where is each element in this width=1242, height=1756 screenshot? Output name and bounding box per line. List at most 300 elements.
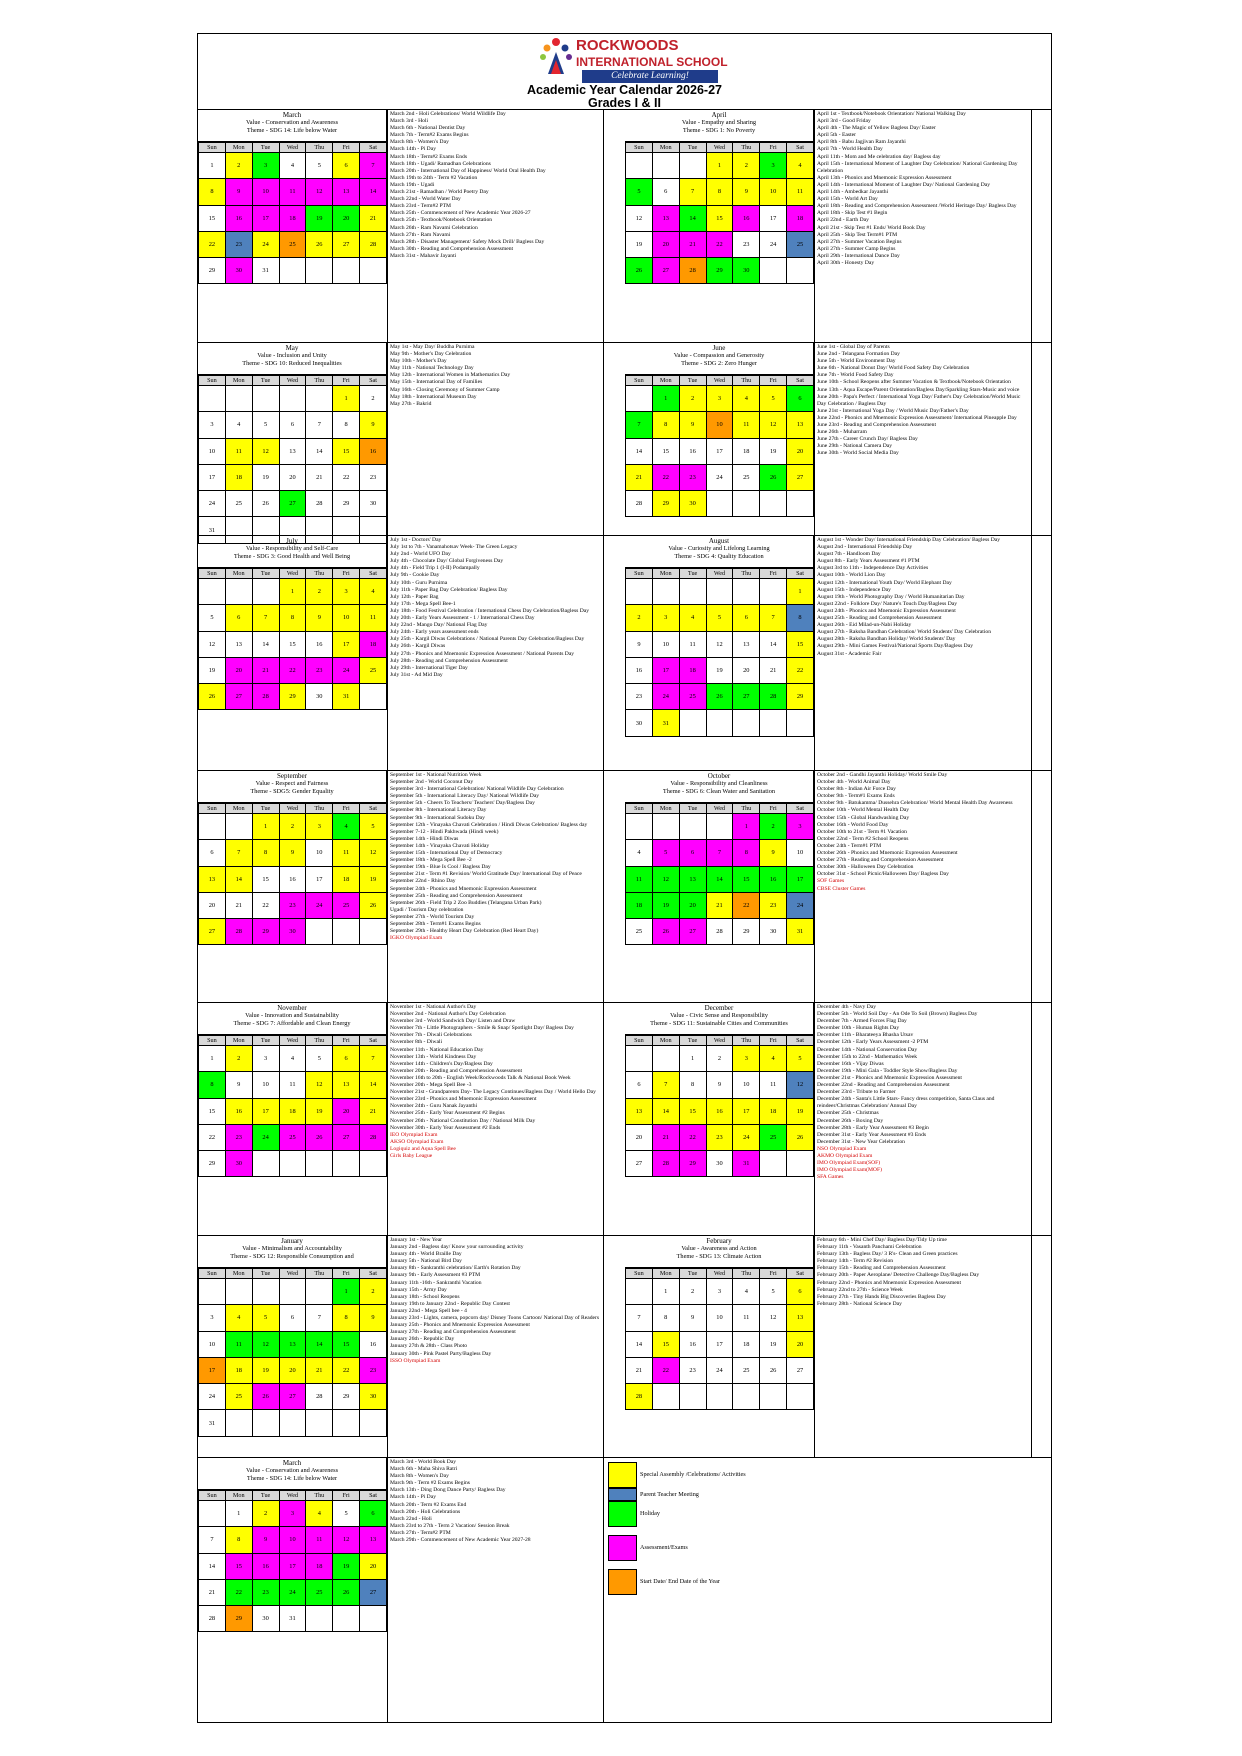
event-item: February 13th - Bagless Day/ 3 R's- Clean and Green practices: [817, 1251, 958, 1258]
day-cell: 5: [333, 1501, 360, 1527]
event-item: March 20th - International Day of Happiness/ World Oral Health Day: [390, 167, 546, 174]
day-cell: 21: [306, 1357, 333, 1383]
day-header-mon: Mon: [225, 376, 252, 386]
event-item: September 12th - Vinayaka Chavati Celebration / Hindi Diwas Celebration/ Bagless day: [390, 821, 588, 828]
day-cell: [679, 153, 706, 179]
event-item: January 30th - Pink Pastel Party/Bagless Day: [390, 1350, 492, 1357]
day-cell: 17: [252, 1098, 279, 1124]
day-cell: 28: [626, 491, 653, 517]
day-header-tue: Tue: [252, 1036, 279, 1046]
day-cell: 4: [306, 1501, 333, 1527]
week-row: [626, 814, 814, 840]
event-item: April 15th - World Art Day: [817, 196, 878, 203]
day-cell: 4: [279, 153, 306, 179]
event-item: March 19th - Ugadi: [390, 181, 435, 188]
day-cell: [679, 579, 706, 605]
day-cell: 26: [252, 1384, 279, 1410]
day-cell: 2: [360, 1279, 387, 1305]
event-item: July 4th - Field Trip 1 (I-II) Podampally: [390, 565, 480, 572]
day-cell: 28: [360, 1124, 387, 1150]
event-item: April 13th - Phonics and Mnemonic Expression Assessment: [817, 174, 952, 181]
event-item: June 1st - Global Day of Parents: [817, 344, 890, 350]
event-item: January 15th - Army Day: [390, 1286, 447, 1293]
week-row: [199, 919, 387, 945]
column-divider: [603, 1003, 604, 1236]
day-cell: [333, 1606, 360, 1632]
event-item: April 27th - Summer Camp Begins: [817, 245, 896, 252]
column-divider: [603, 343, 604, 536]
month-theme: Theme - SDG 12: Responsible Consumption and: [230, 1253, 354, 1260]
month-value: Value - Civic Sense and Responsibility: [669, 1012, 769, 1019]
day-cell: 25: [225, 1384, 252, 1410]
event-item: December 7th - Armed Forces Flag Day: [817, 1018, 907, 1025]
day-header-sun: Sun: [199, 804, 226, 814]
calendar-sheet: [197, 33, 1052, 1723]
day-cell: 8: [225, 1527, 252, 1553]
month-header: [198, 110, 387, 142]
day-cell: 2: [225, 1046, 252, 1072]
day-cell: 17: [252, 205, 279, 231]
day-cell: 6: [333, 1046, 360, 1072]
day-cell: 19: [360, 866, 387, 892]
day-cell: 24: [252, 231, 279, 257]
day-cell: 10: [199, 438, 226, 464]
event-item: October 10th to 21st - Term #1 Vacation: [817, 828, 907, 835]
day-cell: [760, 258, 787, 284]
day-cell: [306, 1606, 333, 1632]
event-item: June 20th - Papa's Perfect / International Yoga Day/ Father's Day Celebration/World Music Day Celebration / Bagless Day: [817, 393, 1021, 407]
day-header-row: [199, 376, 387, 386]
day-header-wed: Wed: [279, 376, 306, 386]
day-cell: 1: [199, 1046, 226, 1072]
event-item: January 1st - New Year: [390, 1237, 443, 1243]
olympiad-item: CBSE Cluster Games: [817, 885, 866, 892]
day-header-fri: Fri: [333, 569, 360, 579]
week-row: [626, 605, 814, 631]
day-header-mon: Mon: [225, 1269, 252, 1279]
column-divider: [387, 110, 388, 343]
day-cell: 23: [679, 1357, 706, 1383]
day-cell: 26: [199, 684, 226, 710]
day-cell: 20: [679, 892, 706, 918]
day-cell: 21: [652, 1124, 679, 1150]
day-cell: 16: [306, 631, 333, 657]
day-cell: [252, 1410, 279, 1436]
day-cell: [252, 1279, 279, 1305]
day-cell: 4: [760, 1046, 787, 1072]
legend-item: [608, 1535, 998, 1561]
day-cell: 31: [733, 1151, 760, 1177]
column-divider: [814, 536, 815, 771]
month-value: Value - Inclusion and Unity: [257, 352, 327, 359]
day-cell: 9: [360, 412, 387, 438]
day-header-sat: Sat: [787, 143, 814, 153]
month-header: [625, 343, 814, 375]
day-cell: 30: [626, 710, 653, 736]
event-item: April 14th - Ambedkar Jayanthi: [817, 189, 889, 196]
event-item: October 24th - Term#1 PTM: [817, 842, 882, 849]
day-cell: [733, 491, 760, 517]
day-cell: 19: [333, 1553, 360, 1579]
day-cell: 11: [225, 1331, 252, 1357]
week-row: [199, 1279, 387, 1305]
week-row: [626, 657, 814, 683]
day-cell: [787, 710, 814, 736]
event-item: March 18th - Term#2 Exams Ends: [390, 153, 468, 160]
day-cell: 22: [279, 657, 306, 683]
week-row: [199, 1384, 387, 1410]
month-panel-february: [625, 1236, 980, 1410]
event-item: September 5th - Cheers To Teachers/ Teachers' Day/Bagless Day: [390, 800, 535, 807]
event-item: June 10th - School Reopens after Summer Vacation & Textbook/Notebook Orientation: [817, 379, 1011, 386]
day-cell: 31: [279, 1606, 306, 1632]
day-cell: 27: [652, 258, 679, 284]
event-item: March 6th - Maha Shiva Ratri: [390, 1466, 458, 1473]
day-header-row: [199, 1491, 387, 1501]
day-cell: 24: [333, 657, 360, 683]
event-item: March 20th - Term #2 Exams End: [390, 1501, 467, 1508]
event-item: June 13th - Aqua Escape/Parent Orientation/Bagless Day/Sparkling Stars-Music and voice: [817, 386, 1020, 393]
week-row: [626, 1046, 814, 1072]
day-cell: 5: [706, 605, 733, 631]
event-item: October 8th - Indian Air Force Day: [817, 786, 896, 793]
calendar-title: Academic Year Calendar 2026-27: [526, 83, 723, 97]
day-header-wed: Wed: [706, 569, 733, 579]
day-cell: 14: [652, 1098, 679, 1124]
day-cell: 3: [252, 1046, 279, 1072]
day-cell: 20: [787, 438, 814, 464]
legend-item: [608, 1569, 998, 1595]
event-item: November 13th - World Kindness Day: [390, 1053, 477, 1060]
event-item: March 26th - Ram Navami Celebration: [390, 224, 478, 231]
day-cell: 17: [760, 205, 787, 231]
month-theme: Theme - SDG 7: Affordable and Clean Energy: [233, 1020, 351, 1027]
day-cell: 21: [760, 657, 787, 683]
day-cell: 18: [733, 438, 760, 464]
day-cell: 22: [787, 657, 814, 683]
day-cell: 10: [199, 1331, 226, 1357]
column-divider: [1031, 771, 1032, 1003]
day-cell: 14: [360, 1072, 387, 1098]
event-item: Ugadi / Tourism Day celebration: [390, 906, 464, 913]
day-cell: 3: [652, 605, 679, 631]
event-item: February 15th - Reading and Comprehension Assessment: [817, 1265, 946, 1272]
day-cell: 30: [360, 491, 387, 517]
day-cell: 28: [306, 1384, 333, 1410]
day-cell: 6: [333, 153, 360, 179]
day-header-sat: Sat: [787, 376, 814, 386]
day-cell: 24: [252, 1124, 279, 1150]
day-cell: 2: [679, 386, 706, 412]
week-row: [626, 258, 814, 284]
week-row: [626, 386, 814, 412]
event-item: May 18th - International Museum Day: [390, 393, 477, 400]
event-item: March 20th - Holi Celebrations: [390, 1508, 461, 1515]
day-cell: 15: [333, 438, 360, 464]
event-item: September 22nd - Rhino Day: [390, 878, 456, 885]
week-row: [626, 179, 814, 205]
day-cell: 24: [652, 684, 679, 710]
week-row: [199, 684, 387, 710]
day-cell: 18: [733, 1331, 760, 1357]
day-cell: 13: [652, 205, 679, 231]
day-header-sun: Sun: [199, 376, 226, 386]
day-cell: 11: [279, 1072, 306, 1098]
day-cell: 9: [760, 840, 787, 866]
day-cell: 15: [199, 205, 226, 231]
week-row: [199, 231, 387, 257]
day-cell: 11: [733, 412, 760, 438]
day-cell: 22: [652, 1357, 679, 1383]
day-header-wed: Wed: [706, 143, 733, 153]
event-item: June 29th - National Camera Day: [817, 443, 893, 450]
month-header: [198, 1003, 387, 1035]
week-row: [626, 919, 814, 945]
day-cell: 5: [306, 153, 333, 179]
day-cell: 10: [652, 631, 679, 657]
day-cell: 13: [733, 631, 760, 657]
day-header-sun: Sun: [626, 1036, 653, 1046]
event-item: September 3rd - International Celebration/ National Wildlife Day Celebration: [390, 786, 564, 793]
event-item: November 23rd - Phonics and Mnemonic Expression Assessment: [390, 1096, 537, 1103]
week-row: [199, 412, 387, 438]
day-cell: 16: [360, 1331, 387, 1357]
month-grid: [198, 1268, 387, 1437]
day-header-sat: Sat: [360, 1491, 387, 1501]
column-divider: [387, 1003, 388, 1236]
event-item: March 25th - Commencement of New Academic Year 2026-27: [390, 210, 531, 217]
event-item: December 23rd - Tribute to Farmer: [817, 1089, 896, 1096]
event-item: October 27th - Reading and Comprehension Assessment: [817, 857, 944, 864]
event-item: July 28th - Reading and Comprehension Assessment: [390, 657, 508, 664]
day-cell: 22: [652, 464, 679, 490]
event-item: August 31st - Academic Fair: [817, 650, 882, 657]
day-cell: [626, 153, 653, 179]
olympiad-item: AKMO Olympiad Exam: [817, 1152, 873, 1159]
month-header: [625, 1236, 814, 1268]
event-item: December 15th to 22nd - Mathematics Week: [817, 1053, 918, 1060]
day-cell: 16: [225, 1098, 252, 1124]
event-item: February 20th - Paper Aeroplane/ Detective Challenge Day/Bagless Day: [817, 1272, 980, 1279]
day-cell: 13: [199, 866, 226, 892]
day-cell: 10: [706, 412, 733, 438]
day-header-tue: Tue: [679, 569, 706, 579]
day-cell: 23: [306, 657, 333, 683]
day-cell: 23: [733, 231, 760, 257]
event-item: April 21st - Skip Test #1 Ends/ World Book Day: [817, 224, 926, 231]
day-cell: 25: [733, 464, 760, 490]
month-panel-march: [198, 1458, 531, 1632]
week-row: [199, 1579, 387, 1605]
day-cell: [760, 491, 787, 517]
day-cell: 16: [626, 657, 653, 683]
day-header-sun: Sun: [199, 1269, 226, 1279]
event-item: March 3rd - Holi: [390, 118, 429, 125]
day-header-tue: Tue: [679, 804, 706, 814]
legend-swatch: [608, 1569, 637, 1595]
week-row: [199, 1331, 387, 1357]
week-row: [199, 464, 387, 490]
day-cell: 20: [279, 464, 306, 490]
day-cell: 27: [787, 464, 814, 490]
month-header: [625, 110, 814, 142]
day-cell: 10: [333, 605, 360, 631]
day-cell: 14: [306, 438, 333, 464]
day-cell: 28: [360, 231, 387, 257]
day-cell: 29: [733, 919, 760, 945]
week-row: [626, 1098, 814, 1124]
event-item: May 11th - National Technology Day: [390, 365, 474, 372]
day-cell: 23: [279, 892, 306, 918]
event-item: July 1st - Doctors' Day: [390, 537, 442, 543]
day-cell: 22: [333, 464, 360, 490]
event-item: March 6th - National Dentist Day: [390, 125, 466, 132]
month-value: Value - Curiosity and Lifelong Learning: [668, 545, 770, 552]
day-cell: 5: [360, 814, 387, 840]
event-item: March 30th - Reading and Comprehension Assessment: [390, 245, 514, 252]
day-header-row: [199, 143, 387, 153]
day-cell: 3: [787, 814, 814, 840]
week-row: [199, 1553, 387, 1579]
day-cell: 12: [626, 205, 653, 231]
day-cell: 27: [333, 231, 360, 257]
day-cell: 12: [760, 1305, 787, 1331]
week-row: [626, 866, 814, 892]
event-list: [815, 1236, 1031, 1458]
day-cell: [679, 1384, 706, 1410]
event-item: September 18th - Mega Spell Bee -2: [390, 857, 472, 864]
day-cell: 3: [333, 579, 360, 605]
day-header-row: [199, 1036, 387, 1046]
month-grid: [198, 568, 387, 710]
column-divider: [387, 1236, 388, 1458]
day-header-wed: Wed: [706, 1269, 733, 1279]
month-header: [198, 343, 387, 375]
day-cell: 24: [706, 1357, 733, 1383]
day-cell: 17: [199, 464, 226, 490]
week-row: [199, 1046, 387, 1072]
event-item: January 5th - National Bird Day: [390, 1258, 462, 1265]
event-item: November 20th - Mega Spell Bee -3: [390, 1082, 472, 1089]
day-cell: 30: [252, 1606, 279, 1632]
day-cell: 25: [333, 892, 360, 918]
day-header-fri: Fri: [760, 143, 787, 153]
day-cell: 19: [252, 464, 279, 490]
day-cell: 31: [252, 258, 279, 284]
month-theme: Theme - SDG 11: Sustainable Cities and Communities: [650, 1020, 788, 1027]
day-cell: 1: [787, 579, 814, 605]
day-cell: 9: [679, 412, 706, 438]
day-cell: 29: [679, 1151, 706, 1177]
day-cell: 11: [360, 605, 387, 631]
day-header-wed: Wed: [279, 569, 306, 579]
month-block-row: [198, 771, 1051, 1003]
day-cell: 11: [225, 438, 252, 464]
day-cell: [306, 258, 333, 284]
day-cell: 23: [252, 1579, 279, 1605]
day-header-mon: Mon: [225, 804, 252, 814]
column-divider: [814, 771, 815, 1003]
event-list: [388, 1003, 604, 1236]
event-item: February 22nd to 27th - Science Week: [817, 1286, 903, 1293]
legend-label: Special Assembly /Celebrations/ Activities: [640, 1471, 746, 1478]
day-cell: 25: [679, 684, 706, 710]
day-cell: [333, 1410, 360, 1436]
week-row: [626, 1331, 814, 1357]
day-header-tue: Tue: [679, 1036, 706, 1046]
day-cell: 20: [279, 1357, 306, 1383]
day-cell: 8: [652, 1305, 679, 1331]
day-cell: 11: [333, 840, 360, 866]
day-cell: 19: [706, 657, 733, 683]
day-cell: [252, 386, 279, 412]
day-cell: 5: [199, 605, 226, 631]
day-header-tue: Tue: [679, 376, 706, 386]
day-cell: 3: [706, 1279, 733, 1305]
day-header-mon: Mon: [652, 804, 679, 814]
month-name: August: [708, 537, 730, 545]
school-name: [576, 38, 728, 70]
day-header-row: [626, 1036, 814, 1046]
event-list: [388, 110, 604, 343]
day-header-thu: Thu: [306, 1269, 333, 1279]
day-header-wed: Wed: [706, 1036, 733, 1046]
month-header: [198, 536, 387, 568]
day-cell: [199, 814, 226, 840]
event-list: [815, 771, 1031, 1003]
day-cell: 19: [760, 1331, 787, 1357]
event-item: November 25th - Early Year Assessment #2 Begins: [390, 1110, 505, 1117]
month-name: May: [285, 344, 299, 352]
event-item: November 21st - Grandparents Day- The Legacy Continues/Bagless Day / World Hello Day: [390, 1089, 596, 1096]
day-cell: 23: [225, 1124, 252, 1150]
day-cell: 13: [333, 179, 360, 205]
day-cell: 30: [706, 1151, 733, 1177]
day-cell: 16: [360, 438, 387, 464]
day-cell: 14: [199, 1553, 226, 1579]
day-cell: 23: [626, 684, 653, 710]
event-item: December 26th - Boxing Day: [817, 1117, 884, 1124]
day-cell: 20: [360, 1553, 387, 1579]
day-header-fri: Fri: [333, 143, 360, 153]
day-cell: 22: [199, 231, 226, 257]
event-list: [815, 1003, 1031, 1236]
event-item: September 1st - National Nutrition Week: [390, 772, 482, 778]
day-cell: 15: [252, 866, 279, 892]
week-row: [626, 438, 814, 464]
event-list: [815, 343, 1031, 536]
month-value: Value - Innovation and Sustainability: [245, 1012, 339, 1019]
event-item: April 7th - World Health Day: [817, 146, 883, 153]
day-cell: [626, 1046, 653, 1072]
event-list: [388, 771, 604, 1003]
day-cell: 2: [360, 386, 387, 412]
week-row: [199, 1606, 387, 1632]
event-item: April 11th - Mom and Me celebration day/ Bagless day: [817, 153, 941, 160]
event-item: August 12th - International Youth Day/ World Elephant Day: [817, 579, 952, 586]
event-item: April 8th - Babu Jagjivan Ram Jayanthi: [817, 139, 906, 146]
event-item: April 15th - International Moment of Laughter Day Celebration/ National Gardening Day Celebration: [817, 160, 1018, 174]
day-cell: 14: [760, 631, 787, 657]
day-cell: 1: [252, 814, 279, 840]
day-cell: 14: [306, 1331, 333, 1357]
day-cell: 1: [733, 814, 760, 840]
day-cell: [279, 258, 306, 284]
day-cell: 10: [306, 840, 333, 866]
day-header-sat: Sat: [360, 804, 387, 814]
day-header-row: [626, 804, 814, 814]
column-divider: [603, 1236, 604, 1458]
